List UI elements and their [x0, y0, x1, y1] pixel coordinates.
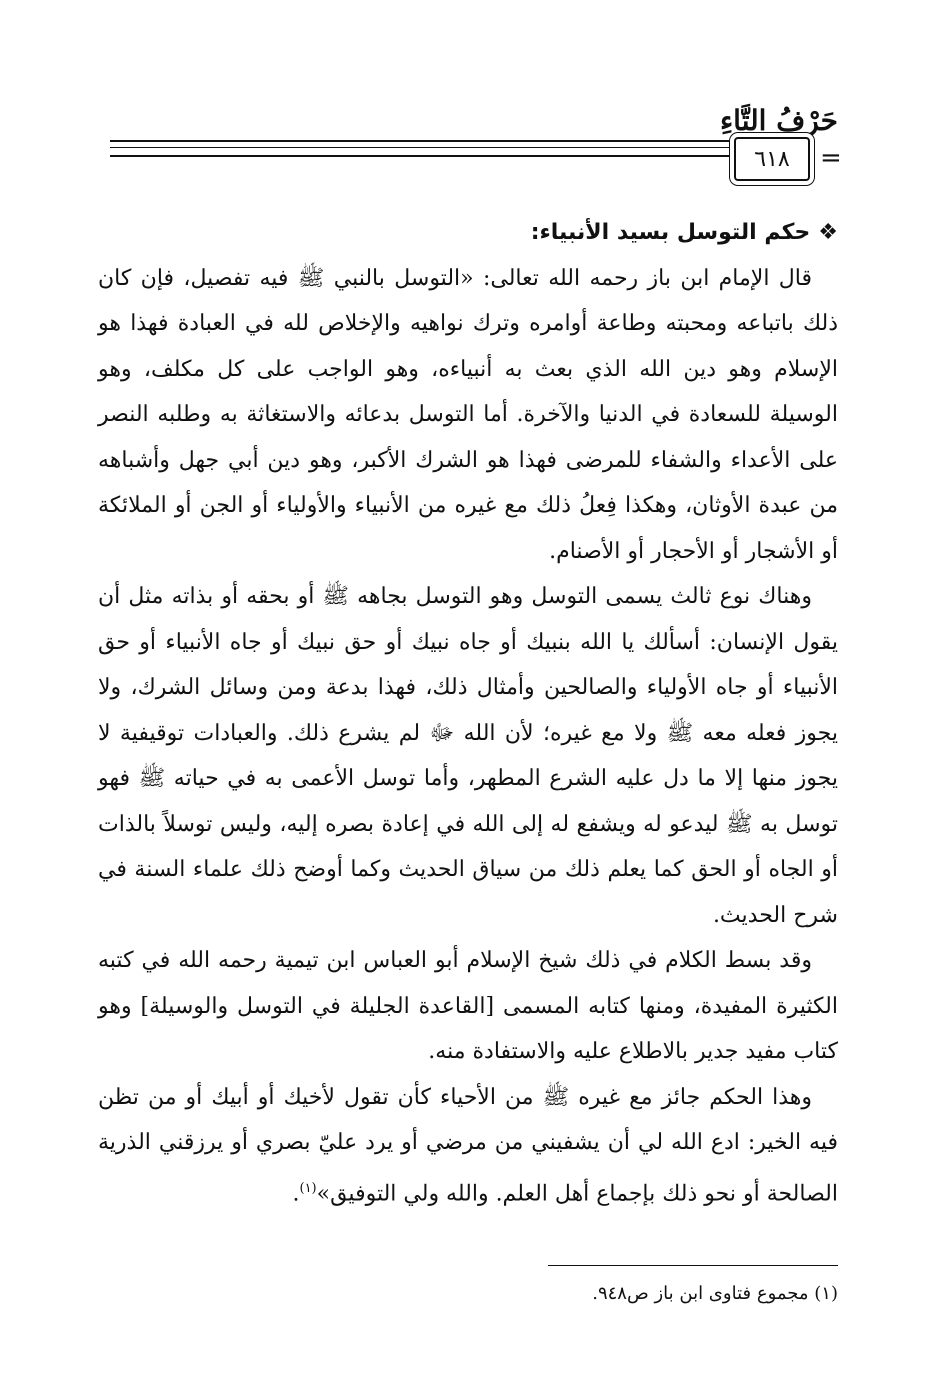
diamond-bullet-icon: ❖ — [818, 220, 838, 245]
footnote-reference: (١) — [299, 1180, 317, 1196]
header-rule-bottom — [110, 155, 730, 157]
header-rule-middle — [110, 147, 730, 148]
header-rule-top — [110, 140, 730, 142]
page-body — [98, 210, 838, 1216]
footnote: (١) مجموع فتاوى ابن باز ص٩٤٨. — [592, 1283, 838, 1304]
paragraph-4 — [98, 1075, 838, 1217]
paragraph-2: وهناك نوع ثالث يسمى التوسل وهو التوسل بجاهه ﷺ أو بحقه أو بذاته مثل أن يقول الإنسان: أسألك يا الله بنبيك أو جاه نبيك أو حق نبيك أو جاه الأنبياء أو حق الأنبياء أو جاه الأولياء والصالحين وأمثال ذلك، فهذا بدعة ومن وسائل الشرك، ولا يجوز فعله معه ﷺ ولا مع غيره؛ لأن الله ﷻ لم يشرع ذلك. والعبادات توقيفية لا يجوز منها إلا ما دل عليه الشرع المطهر، وأما توسل الأعمى به في حياته ﷺ فهو توسل به ﷺ ليدعو له ويشفع له إلى الله في إعادة بصره إليه، وليس توسلاً بالذات أو الجاه أو الحق كما يعلم ذلك من سياق الحديث وكما أوضح ذلك علماء السنة في شرح الحديث. — [98, 584, 838, 928]
closing-period: . — [292, 1180, 300, 1206]
section-heading-text: حكم التوسل بسيد الأنبياء: — [530, 220, 811, 245]
footnote-separator — [548, 1265, 838, 1266]
paragraph-3: وقد بسط الكلام في ذلك شيخ الإسلام أبو العباس ابن تيمية رحمه الله في كتبه الكثيرة المفيدة، ومنها كتابه المسمى [القاعدة الجليلة في التوسل والوسيلة] وهو كتاب مفيد جدير بالاطلاع عليه والاستفادة منه. — [98, 948, 839, 1064]
paragraph-1: قال الإمام ابن باز رحمه الله تعالى: «التوسل بالنبي ﷺ فيه تفصيل، فإن كان ذلك باتباعه ومحبته وطاعة أوامره وترك نواهيه والإخلاص لله في العبادة فهذا هو الإسلام وهو دين الله الذي بعث به أنبياءه، وهو الواجب على كل مكلف، وهو الوسيلة للسعادة في الدنيا والآخرة. أما التوسل بدعائه والاستغاثة به وطلبه النصر على الأعداء والشفاء للمرضى فهذا هو الشرك الأكبر، وهو دين أبي جهل وأشباهه من عبدة الأوثان، وهكذا فِعلُ ذلك مع غيره من الأنبياء والأولياء أو الجن أو الملائكة أو الأشجار أو الأحجار أو الأصنام. — [98, 265, 838, 564]
paragraph-4-text: وهذا الحكم جائز مع غيره ﷺ من الأحياء كأن تقول لأخيك أو أبيك أو من تظن فيه الخير: ادع الله لي أن يشفيني من مرضي أو يرد عليّ بصري أو يرزقني الذرية الصالحة أو نحو ذلك بإجماع أهل العلم. والله ولي التوفيق» — [98, 1084, 838, 1206]
section-heading — [98, 210, 838, 256]
chapter-title: حَرْفُ التَّاءِ — [720, 104, 838, 137]
ornament-mark: = — [820, 143, 842, 173]
page-number: ٦١٨ — [734, 137, 810, 181]
